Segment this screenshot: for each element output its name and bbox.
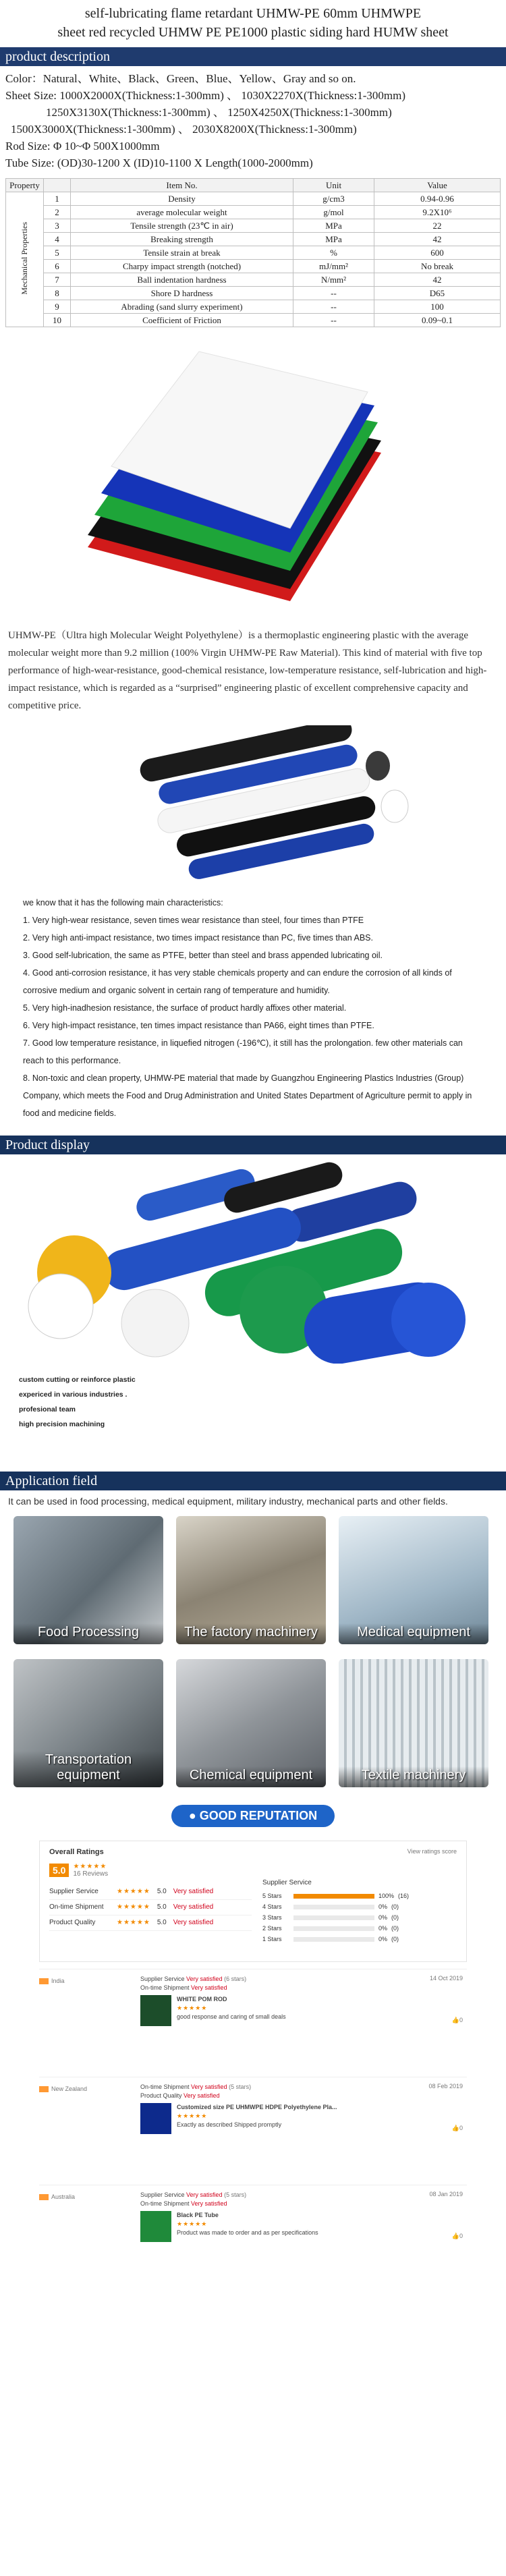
unit-cell: --	[293, 287, 374, 300]
country-name: New Zealand	[51, 2085, 88, 2092]
app-tile-textile	[339, 1659, 488, 1787]
app-tile-chemical	[176, 1659, 326, 1787]
review-label-2: On-time Shipment	[140, 2200, 190, 2207]
table-row	[6, 260, 501, 273]
review-value-2: Very satisfied	[191, 1984, 227, 1991]
review-label-1: Supplier Service	[140, 2191, 185, 2198]
row-index: 3	[44, 219, 71, 233]
rating-row	[49, 1915, 252, 1931]
review-date: 14 Oct 2019	[429, 1975, 463, 1982]
unit-cell: --	[293, 314, 374, 327]
item-name: Breaking strength	[71, 233, 293, 246]
reputation-section	[0, 1791, 506, 1832]
section-header-description: product description	[0, 47, 506, 66]
item-name: Coefficient of Friction	[71, 314, 293, 327]
review-item	[39, 2077, 467, 2178]
product-sheets-image	[0, 338, 506, 621]
sheet-size-spec-3: 1500X3000X(Thickness:1-300mm) 、 2030X8200X(Thickness:1-300mm)	[11, 123, 357, 136]
rating-stars-icon: ★★★★★	[117, 1903, 150, 1911]
product-thumbnail[interactable]	[140, 1995, 171, 2026]
distribution-count: (16)	[398, 1893, 410, 1899]
review-label-1: Supplier Service	[140, 1976, 185, 1982]
review-body	[140, 2083, 337, 2134]
item-name: Shore D hardness	[71, 287, 293, 300]
distribution-bar	[293, 1937, 374, 1942]
distribution-row	[262, 1912, 438, 1923]
table-row	[6, 233, 501, 246]
supplier-service-heading: Supplier Service	[262, 1879, 312, 1886]
flag-icon	[39, 2194, 49, 2200]
app-tile-transport	[13, 1659, 163, 1787]
score-stars-icon: ★★★★★	[73, 1863, 107, 1870]
row-index: 9	[44, 300, 71, 314]
section-header-application: Application field	[0, 1472, 506, 1490]
app-tile-label: Food Processing	[13, 1623, 163, 1644]
sheet-size-spec-2: 1250X3130X(Thickness:1-300mm) 、 1250X4250X(Thickness:1-300mm)	[46, 106, 392, 119]
app-tile-medical	[339, 1516, 488, 1644]
value-cell: 9.2X10⁶	[374, 206, 501, 219]
value-cell: D65	[374, 287, 501, 300]
distribution-pct: 0%	[378, 1903, 388, 1910]
overall-score	[49, 1863, 457, 1878]
table-row	[6, 273, 501, 287]
spec-block	[0, 66, 506, 175]
display-caption: profesional team	[19, 1405, 76, 1413]
page-title	[0, 0, 506, 47]
unit-cell: N/mm²	[293, 273, 374, 287]
review-date: 08 Feb 2019	[428, 2083, 463, 2090]
value-cell: 22	[374, 219, 501, 233]
app-tile-label: Textile machinery	[339, 1766, 488, 1787]
review-stars-icon: ★★★★★	[177, 2112, 208, 2119]
item-name: Tensile strength (23℃ in air)	[71, 219, 293, 233]
review-product[interactable]: Customized size PE UHMWPE HDPE Polyethylene Pla...	[177, 2104, 337, 2110]
product-thumbnail[interactable]	[140, 2211, 171, 2242]
app-tile-food	[13, 1516, 163, 1644]
globe-icon: ●	[188, 1809, 200, 1822]
unit-cell: --	[293, 300, 374, 314]
product-thumbnail[interactable]	[140, 2103, 171, 2134]
distribution-pct: 0%	[378, 1914, 388, 1921]
item-name: Charpy impact strength (notched)	[71, 260, 293, 273]
characteristic-item: 1. Very high-wear resistance, seven times wear resistance than steel, four times than PTFE	[23, 916, 364, 925]
item-name: Abrading (sand slurry experiment)	[71, 300, 293, 314]
distribution-label: 3 Stars	[262, 1914, 282, 1921]
intro-paragraph: UHMW-PE（Ultra high Molecular Weight Polyethylene）is a thermoplastic engineering plastic with the average molecular weight more than 9.2 million (100% Virgin UHMW-PE Raw Material). This kind of material with five top performance of high-wear-resistance, good-chemical resistance, low-temperature resistance, self-lubrication and high-impact resistance, which is regarded as a “surprised” engineering plastic of excellent comprehensive capacity and competitive price.	[8, 630, 487, 711]
distribution-label: 4 Stars	[262, 1903, 282, 1910]
distribution-bar	[293, 1926, 374, 1931]
header-unit: Unit	[293, 179, 374, 192]
application-intro: It can be used in food processing, medical equipment, military industry, mechanical parts and other fields.	[8, 1496, 448, 1507]
display-caption: expericed in various industries .	[19, 1391, 128, 1399]
distribution-bar	[293, 1915, 374, 1920]
item-name: Tensile strain at break	[71, 246, 293, 260]
rating-text: Very satisfied	[173, 1919, 214, 1926]
thumbs-up-icon[interactable]: 👍0	[451, 2125, 463, 2131]
review-comment: Product was made to order and as per specifications	[177, 2229, 318, 2236]
review-product[interactable]: Black PE Tube	[177, 2212, 219, 2218]
distribution-count: (0)	[391, 1914, 399, 1921]
table-row	[6, 206, 501, 219]
section-header-display: Product display	[0, 1136, 506, 1154]
row-index: 8	[44, 287, 71, 300]
review-item	[39, 1969, 467, 2070]
row-index: 7	[44, 273, 71, 287]
unit-cell: MPa	[293, 233, 374, 246]
row-index: 10	[44, 314, 71, 327]
distribution-bar	[293, 1905, 374, 1909]
display-caption: high precision machining	[19, 1420, 105, 1428]
reviews-count: 16 Reviews	[73, 1870, 109, 1878]
rating-distribution	[262, 1879, 438, 1944]
review-comment: Exactly as described Shipped promptly	[177, 2121, 282, 2128]
distribution-label: 2 Stars	[262, 1925, 282, 1932]
row-index: 5	[44, 246, 71, 260]
overall-ratings-title: Overall Ratings	[49, 1848, 104, 1856]
review-label-2: Product Quality	[140, 2092, 182, 2099]
table-row	[6, 314, 501, 327]
value-cell: 42	[374, 273, 501, 287]
item-name: Density	[71, 192, 293, 206]
value-cell: 100	[374, 300, 501, 314]
rating-label: On-time Shipment	[49, 1903, 104, 1911]
table-row	[6, 192, 501, 206]
table-row	[6, 287, 501, 300]
unit-cell: MPa	[293, 219, 374, 233]
title-line-1: self-lubricating flame retardant UHMW-PE 60mm UHMWPE	[84, 6, 422, 21]
review-body	[140, 1975, 286, 2026]
review-item	[39, 2185, 467, 2286]
product-display-image	[0, 1154, 506, 1451]
distribution-row	[262, 1901, 438, 1912]
sheet-size-spec: Sheet Size: 1000X2000X(Thickness:1-300mm) 、 1030X2270X(Thickness:1-300mm)	[5, 89, 406, 102]
characteristic-item: 3. Good self-lubrication, the same as PTFE, better than steel and brass appended lubricating oil.	[23, 951, 383, 960]
score-badge: 5.0	[49, 1864, 69, 1877]
review-days: (5 stars)	[229, 2083, 252, 2090]
app-tile-label: The factory machinery	[176, 1623, 326, 1644]
flag-icon	[39, 2086, 49, 2092]
review-value-1: Very satisfied	[186, 2191, 223, 2198]
overall-ratings-card	[39, 1841, 467, 1962]
distribution-bar	[293, 1894, 374, 1899]
value-cell: 0.09~0.1	[374, 314, 501, 327]
app-tile-label: Transportation equipment	[13, 1751, 163, 1787]
distribution-bar-fill	[293, 1894, 374, 1899]
rating-text: Very satisfied	[173, 1888, 214, 1895]
header-item: Item No.	[71, 179, 293, 192]
display-caption: custom cutting or reinforce plastic	[19, 1376, 136, 1384]
reputation-label: GOOD REPUTATION	[199, 1809, 318, 1822]
characteristics-list	[0, 880, 506, 1136]
table-row	[6, 300, 501, 314]
value-cell: 42	[374, 233, 501, 246]
rod-size-spec: Rod Size: Φ 10~Φ 500X1000mm	[5, 140, 160, 152]
distribution-row	[262, 1934, 438, 1944]
review-stars-icon: ★★★★★	[177, 2005, 208, 2011]
table-header-row	[6, 179, 501, 192]
app-tile-factory	[176, 1516, 326, 1644]
properties-table	[5, 178, 501, 327]
distribution-pct: 0%	[378, 1936, 388, 1942]
rating-label: Supplier Service	[49, 1888, 99, 1895]
property-group-text: Mechanical Properties	[20, 221, 29, 295]
rating-stars-icon: ★★★★★	[117, 1888, 150, 1895]
stacked-sheets-illustration	[0, 338, 506, 621]
value-cell: 0.94-0.96	[374, 192, 501, 206]
review-stars-icon: ★★★★★	[177, 2220, 208, 2227]
review-days: (6 stars)	[224, 1976, 247, 1982]
rods-image	[0, 725, 506, 880]
thumbs-up-icon[interactable]: 👍0	[451, 2017, 463, 2023]
rating-label: Product Quality	[49, 1919, 96, 1926]
distribution-row	[262, 1891, 438, 1901]
property-group-label	[6, 192, 44, 327]
header-index	[44, 179, 71, 192]
row-index: 2	[44, 206, 71, 219]
row-index: 1	[44, 192, 71, 206]
characteristic-item: 7. Good low temperature resistance, in liquefied nitrogen (-196℃), it still has the prolongation. few other materials can reach to this performance.	[23, 1038, 463, 1065]
good-reputation-badge	[171, 1805, 335, 1827]
value-cell: 600	[374, 246, 501, 260]
review-value-2: Very satisfied	[191, 2200, 227, 2207]
app-tile-label: Chemical equipment	[176, 1766, 326, 1787]
app-tile-label: Medical equipment	[339, 1623, 488, 1644]
review-days: (5 stars)	[224, 2191, 247, 2198]
country-name: Australia	[51, 2193, 76, 2200]
rating-score: 5.0	[157, 1903, 167, 1911]
application-grid	[0, 1512, 506, 1791]
item-name: average molecular weight	[71, 206, 293, 219]
item-name: Ball indentation hardness	[71, 273, 293, 287]
rating-score: 5.0	[157, 1888, 167, 1895]
distribution-pct: 0%	[378, 1925, 388, 1932]
row-index: 6	[44, 260, 71, 273]
review-date: 08 Jan 2019	[429, 2191, 463, 2197]
value-cell: No break	[374, 260, 501, 273]
table-row	[6, 219, 501, 233]
thumbs-up-icon[interactable]: 👍0	[451, 2233, 463, 2239]
characteristic-item: 8. Non-toxic and clean property, UHMW-PE material that made by Guangzhou Engineering Plastics Industries (Group) Company, which meets the Food and Drug Administration and United States Department of Agriculture permit to apply in food and medicine fields.	[23, 1073, 472, 1118]
unit-cell: %	[293, 246, 374, 260]
review-value-1: Very satisfied	[191, 2083, 227, 2090]
color-spec: Color：Natural、White、Black、Green、Blue、Yellow、Gray and so on.	[5, 72, 356, 85]
distribution-label: 1 Stars	[262, 1936, 282, 1942]
review-label-1: On-time Shipment	[140, 2083, 190, 2090]
rating-row	[49, 1900, 252, 1915]
distribution-count: (0)	[391, 1936, 399, 1942]
table-row	[6, 246, 501, 260]
rating-stars-icon: ★★★★★	[117, 1919, 150, 1926]
review-body	[140, 2191, 318, 2242]
distribution-label: 5 Stars	[262, 1893, 282, 1899]
review-comment: good response and caring of small deals	[177, 2013, 286, 2020]
country-name: India	[51, 1978, 65, 1984]
rods-illustration	[0, 725, 506, 880]
header-value: Value	[374, 179, 501, 192]
review-product[interactable]: WHITE POM ROD	[177, 1996, 227, 2003]
unit-cell: g/mol	[293, 206, 374, 219]
product-display-illustration	[0, 1154, 506, 1364]
review-country	[39, 2085, 87, 2092]
distribution-row	[262, 1923, 438, 1934]
distribution-pct: 100%	[378, 1893, 395, 1899]
characteristic-item: 5. Very high-inadhesion resistance, the surface of product hardly affixes other material.	[23, 1003, 347, 1013]
display-captions	[0, 1367, 506, 1437]
title-line-2: sheet red recycled UHMW PE PE1000 plastic siding hard HUMW sheet	[57, 25, 449, 40]
row-index: 4	[44, 233, 71, 246]
distribution-count: (0)	[391, 1925, 399, 1932]
flag-icon	[39, 1978, 49, 1984]
tube-size-spec: Tube Size: (OD)30-1200 X (ID)10-1100 X Length(1000-2000mm)	[5, 157, 313, 169]
view-ratings-link[interactable]: View ratings score	[407, 1848, 457, 1855]
characteristic-item: 2. Very high anti-impact resistance, two times impact resistance than PC, five times than ABS.	[23, 933, 373, 943]
rating-row	[49, 1884, 252, 1900]
review-value-2: Very satisfied	[184, 2092, 220, 2099]
distribution-count: (0)	[391, 1903, 399, 1910]
review-country	[39, 1978, 65, 1984]
review-label-2: On-time Shipment	[140, 1984, 190, 1991]
characteristic-item: 4. Good anti-corrosion resistance, it has very stable chemicals property and can endure the corrosion of all kinds of corrosive medium and organic solvent in certain rang of temperature and humidity.	[23, 968, 452, 995]
characteristics-heading: we know that it has the following main characteristics:	[23, 898, 223, 907]
rating-score: 5.0	[157, 1919, 167, 1926]
review-value-1: Very satisfied	[186, 1976, 223, 1982]
rating-text: Very satisfied	[173, 1903, 214, 1911]
unit-cell: mJ/mm²	[293, 260, 374, 273]
review-country	[39, 2193, 75, 2200]
characteristic-item: 6. Very high-impact resistance, ten times impact resistance than PA66, eight times than PTFE.	[23, 1021, 374, 1030]
unit-cell: g/cm3	[293, 192, 374, 206]
header-property: Property	[6, 179, 44, 192]
